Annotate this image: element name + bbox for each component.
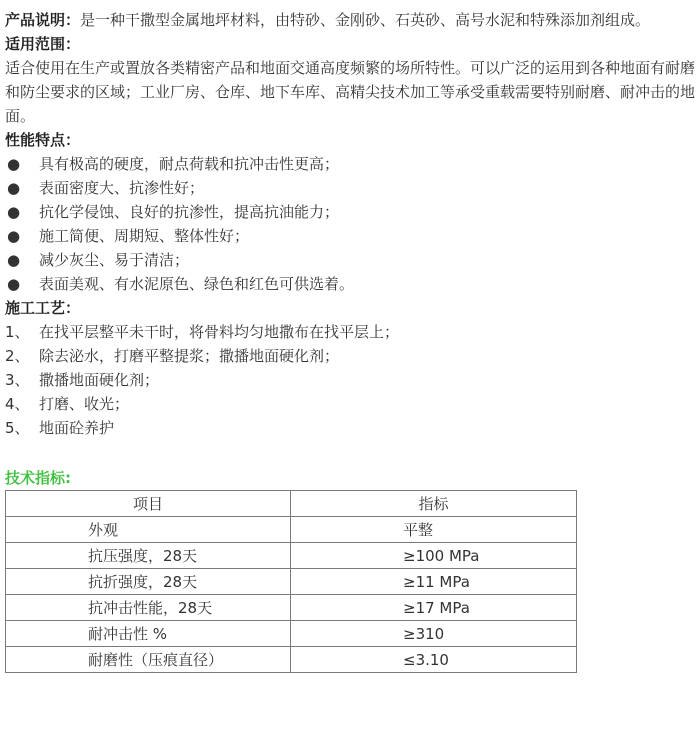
feature-text: 减少灰尘、易于清洁； — [39, 251, 190, 269]
process-heading: 施工工艺： — [5, 299, 81, 317]
step-number: 3、 — [5, 371, 30, 389]
feature-text: 表面密度大、抗渗性好； — [39, 179, 205, 197]
feature-text: 表面美观、有水泥原色、绿色和红色可供选着。 — [39, 275, 355, 293]
list-item — [5, 272, 695, 296]
bullet-icon: ● — [7, 203, 21, 221]
table-cell: ≤3.10 — [291, 647, 577, 673]
table-row — [6, 569, 577, 595]
table-cell: 外观 — [6, 517, 291, 543]
table-header-row — [6, 491, 577, 517]
tech-heading: 技术指标: — [5, 469, 71, 487]
document — [5, 8, 695, 673]
bullet-icon: ● — [7, 275, 21, 293]
list-item — [5, 368, 695, 392]
table-cell: 抗压强度，28天 — [6, 543, 291, 569]
product-description — [5, 8, 695, 32]
table-header-cell: 项目 — [6, 491, 291, 517]
table-cell: ≥310 — [291, 621, 577, 647]
scope-text: 适合使用在生产或置放各类精密产品和地面交通高度频繁的场所特性。可以广泛的运用到各种地面有耐磨和防尘要求的区域；工业厂房、仓库、地下车库、高精尖技术加工等承受重载需要特别耐磨、耐冲击的地面。 — [5, 59, 696, 125]
step-number: 2、 — [5, 347, 30, 365]
features-list — [5, 152, 695, 296]
table-cell: 耐磨性（压痕直径） — [6, 647, 291, 673]
table-row — [6, 621, 577, 647]
step-text: 撒播地面硬化剂； — [39, 371, 160, 389]
list-item — [5, 200, 695, 224]
list-item — [5, 176, 695, 200]
list-item — [5, 224, 695, 248]
feature-text: 抗化学侵蚀、良好的抗渗性，提高抗油能力； — [39, 203, 340, 221]
bullet-icon: ● — [7, 227, 21, 245]
scope-heading: 适用范围： — [5, 35, 81, 53]
step-number: 1、 — [5, 323, 30, 341]
feature-text: 具有极高的硬度，耐点荷载和抗冲击性更高； — [39, 155, 340, 173]
step-text: 打磨、收光； — [39, 395, 130, 413]
step-number: 4、 — [5, 395, 30, 413]
table-cell: ≥11 MPa — [291, 569, 577, 595]
table-cell: ≥17 MPa — [291, 595, 577, 621]
step-number: 5、 — [5, 419, 30, 437]
features-heading: 性能特点： — [5, 131, 81, 149]
bullet-icon: ● — [7, 179, 21, 197]
product-text: 是一种干撒型金属地坪材料，由特砂、金刚砂、石英砂、高号水泥和特殊添加剂组成。 — [80, 11, 651, 29]
table-cell: ≥100 MPa — [291, 543, 577, 569]
list-item — [5, 320, 695, 344]
step-text: 地面砼养护 — [39, 419, 115, 437]
spec-table — [5, 490, 577, 673]
section-spacer — [5, 440, 695, 466]
table-header-cell: 指标 — [291, 491, 577, 517]
process-steps — [5, 320, 695, 440]
list-item — [5, 152, 695, 176]
table-row — [6, 517, 577, 543]
bullet-icon: ● — [7, 155, 21, 173]
step-text: 除去泌水，打磨平整提浆；撒播地面硬化剂； — [39, 347, 340, 365]
list-item — [5, 344, 695, 368]
table-cell: 抗冲击性能，28天 — [6, 595, 291, 621]
table-cell: 平整 — [291, 517, 577, 543]
table-row — [6, 543, 577, 569]
table-cell: 抗折强度，28天 — [6, 569, 291, 595]
bullet-icon: ● — [7, 251, 21, 269]
step-text: 在找平层整平未干时，将骨料均匀地撒布在找平层上； — [39, 323, 400, 341]
table-row — [6, 647, 577, 673]
table-cell: 耐冲击性 % — [6, 621, 291, 647]
list-item — [5, 248, 695, 272]
list-item — [5, 416, 695, 440]
table-row — [6, 595, 577, 621]
feature-text: 施工简便、周期短、整体性好； — [39, 227, 250, 245]
product-label: 产品说明： — [5, 11, 81, 29]
list-item — [5, 392, 695, 416]
